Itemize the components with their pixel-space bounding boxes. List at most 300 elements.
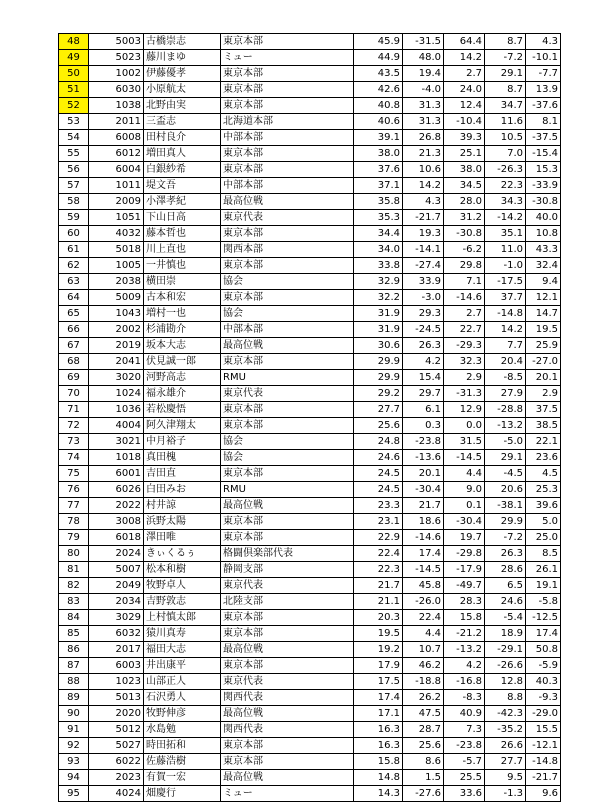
- score-cell-4: 19.5: [526, 322, 561, 338]
- score-cell-4: 19.1: [526, 578, 561, 594]
- rank-cell: 59: [59, 210, 89, 226]
- score-cell-2: -5.7: [444, 754, 485, 770]
- team-cell: 東京代表: [221, 386, 354, 402]
- team-cell: 最高位戦: [221, 706, 354, 722]
- team-cell: RMU: [221, 370, 354, 386]
- table-row: [59, 178, 561, 194]
- total-score-cell: 32.9: [354, 274, 403, 290]
- score-cell-1: 29.7: [403, 386, 444, 402]
- team-cell: 東京本部: [221, 258, 354, 274]
- score-cell-4: -12.5: [526, 610, 561, 626]
- team-cell: 東京本部: [221, 162, 354, 178]
- player-name-cell: 白田みお: [144, 482, 221, 498]
- score-cell-2: 4.2: [444, 658, 485, 674]
- score-cell-4: 25.9: [526, 338, 561, 354]
- total-score-cell: 17.4: [354, 690, 403, 706]
- table-row: [59, 386, 561, 402]
- player-name-cell: 水島勉: [144, 722, 221, 738]
- total-score-cell: 15.8: [354, 754, 403, 770]
- score-cell-4: 20.1: [526, 370, 561, 386]
- score-cell-2: 22.7: [444, 322, 485, 338]
- player-id-cell: 3008: [89, 514, 144, 530]
- score-cell-1: -24.5: [403, 322, 444, 338]
- rank-cell: 70: [59, 386, 89, 402]
- table-row: [59, 66, 561, 82]
- score-cell-3: 8.8: [485, 690, 526, 706]
- score-cell-4: 12.1: [526, 290, 561, 306]
- total-score-cell: 22.3: [354, 562, 403, 578]
- player-id-cell: 1005: [89, 258, 144, 274]
- player-id-cell: 4004: [89, 418, 144, 434]
- score-cell-2: 14.2: [444, 50, 485, 66]
- table-row: [59, 210, 561, 226]
- total-score-cell: 45.9: [354, 34, 403, 50]
- total-score-cell: 29.9: [354, 370, 403, 386]
- player-name-cell: 吉野敦志: [144, 594, 221, 610]
- team-cell: 最高位戦: [221, 642, 354, 658]
- player-id-cell: 4024: [89, 786, 144, 802]
- score-cell-4: 40.0: [526, 210, 561, 226]
- score-cell-4: 9.6: [526, 786, 561, 802]
- team-cell: 東京代表: [221, 210, 354, 226]
- score-cell-1: 8.6: [403, 754, 444, 770]
- score-cell-2: -14.6: [444, 290, 485, 306]
- score-cell-3: 27.9: [485, 386, 526, 402]
- score-cell-1: 10.6: [403, 162, 444, 178]
- score-cell-4: 9.4: [526, 274, 561, 290]
- score-cell-2: 64.4: [444, 34, 485, 50]
- player-name-cell: 村井諒: [144, 498, 221, 514]
- table-row: [59, 338, 561, 354]
- rank-cell: 61: [59, 242, 89, 258]
- team-cell: 東京本部: [221, 98, 354, 114]
- score-cell-3: 29.9: [485, 514, 526, 530]
- total-score-cell: 32.2: [354, 290, 403, 306]
- score-cell-3: 37.7: [485, 290, 526, 306]
- score-cell-2: -49.7: [444, 578, 485, 594]
- score-cell-2: 31.2: [444, 210, 485, 226]
- total-score-cell: 44.9: [354, 50, 403, 66]
- score-cell-2: 12.4: [444, 98, 485, 114]
- score-cell-2: -17.9: [444, 562, 485, 578]
- player-name-cell: 吉田直: [144, 466, 221, 482]
- rank-cell: 84: [59, 610, 89, 626]
- team-cell: 北陸支部: [221, 594, 354, 610]
- score-cell-4: 8.5: [526, 546, 561, 562]
- score-cell-1: 15.4: [403, 370, 444, 386]
- score-cell-1: 48.0: [403, 50, 444, 66]
- score-cell-2: 0.0: [444, 418, 485, 434]
- player-id-cell: 2038: [89, 274, 144, 290]
- team-cell: RMU: [221, 482, 354, 498]
- table-row: [59, 754, 561, 770]
- total-score-cell: 20.3: [354, 610, 403, 626]
- score-cell-3: 20.4: [485, 354, 526, 370]
- player-id-cell: 5012: [89, 722, 144, 738]
- total-score-cell: 38.0: [354, 146, 403, 162]
- rank-cell: 72: [59, 418, 89, 434]
- table-row: [59, 562, 561, 578]
- score-cell-4: -21.7: [526, 770, 561, 786]
- total-score-cell: 25.6: [354, 418, 403, 434]
- team-cell: 中部本部: [221, 322, 354, 338]
- score-cell-1: 18.6: [403, 514, 444, 530]
- player-id-cell: 6026: [89, 482, 144, 498]
- rank-cell: 88: [59, 674, 89, 690]
- table-row: [59, 674, 561, 690]
- table-row: [59, 626, 561, 642]
- score-cell-3: 34.3: [485, 194, 526, 210]
- score-cell-2: -16.8: [444, 674, 485, 690]
- score-cell-2: -30.8: [444, 226, 485, 242]
- player-name-cell: 中月裕子: [144, 434, 221, 450]
- table-row: [59, 82, 561, 98]
- table-row: [59, 594, 561, 610]
- rank-cell: 50: [59, 66, 89, 82]
- total-score-cell: 31.9: [354, 306, 403, 322]
- score-cell-2: -8.3: [444, 690, 485, 706]
- player-id-cell: 5007: [89, 562, 144, 578]
- table-row: [59, 786, 561, 802]
- table-row: [59, 226, 561, 242]
- rank-cell: 90: [59, 706, 89, 722]
- score-cell-1: 46.2: [403, 658, 444, 674]
- table-row: [59, 306, 561, 322]
- total-score-cell: 16.3: [354, 722, 403, 738]
- rank-cell: 92: [59, 738, 89, 754]
- rank-cell: 58: [59, 194, 89, 210]
- rank-cell: 52: [59, 98, 89, 114]
- score-cell-1: 26.2: [403, 690, 444, 706]
- score-cell-4: 26.1: [526, 562, 561, 578]
- rank-cell: 82: [59, 578, 89, 594]
- player-name-cell: 浜野太陽: [144, 514, 221, 530]
- rank-cell: 67: [59, 338, 89, 354]
- player-id-cell: 1038: [89, 98, 144, 114]
- score-cell-3: 11.0: [485, 242, 526, 258]
- score-cell-2: 32.3: [444, 354, 485, 370]
- standings-table: [58, 33, 561, 802]
- total-score-cell: 31.9: [354, 322, 403, 338]
- score-cell-4: -12.1: [526, 738, 561, 754]
- player-name-cell: 河野高志: [144, 370, 221, 386]
- total-score-cell: 33.8: [354, 258, 403, 274]
- table-row: [59, 50, 561, 66]
- rank-cell: 80: [59, 546, 89, 562]
- score-cell-1: 31.3: [403, 114, 444, 130]
- total-score-cell: 39.1: [354, 130, 403, 146]
- team-cell: 協会: [221, 450, 354, 466]
- team-cell: 東京本部: [221, 66, 354, 82]
- score-cell-1: 4.3: [403, 194, 444, 210]
- score-cell-2: 34.5: [444, 178, 485, 194]
- score-cell-4: 4.5: [526, 466, 561, 482]
- player-id-cell: 2009: [89, 194, 144, 210]
- player-id-cell: 5009: [89, 290, 144, 306]
- score-cell-1: 29.3: [403, 306, 444, 322]
- team-cell: 格闘倶楽部代表: [221, 546, 354, 562]
- rank-cell: 87: [59, 658, 89, 674]
- total-score-cell: 21.7: [354, 578, 403, 594]
- rank-cell: 86: [59, 642, 89, 658]
- table-row: [59, 98, 561, 114]
- rank-cell: 56: [59, 162, 89, 178]
- table-row: [59, 450, 561, 466]
- rank-cell: 48: [59, 34, 89, 50]
- rank-cell: 49: [59, 50, 89, 66]
- score-cell-4: 37.5: [526, 402, 561, 418]
- score-cell-3: -1.3: [485, 786, 526, 802]
- team-cell: 関西本部: [221, 242, 354, 258]
- table-row: [59, 322, 561, 338]
- total-score-cell: 42.6: [354, 82, 403, 98]
- score-cell-2: -23.8: [444, 738, 485, 754]
- player-id-cell: 1023: [89, 674, 144, 690]
- player-id-cell: 2011: [89, 114, 144, 130]
- player-id-cell: 6018: [89, 530, 144, 546]
- score-cell-4: -15.4: [526, 146, 561, 162]
- table-row: [59, 498, 561, 514]
- player-id-cell: 1036: [89, 402, 144, 418]
- player-name-cell: 古橋崇志: [144, 34, 221, 50]
- score-cell-4: 15.5: [526, 722, 561, 738]
- score-cell-2: 31.5: [444, 434, 485, 450]
- score-cell-3: 26.6: [485, 738, 526, 754]
- score-cell-2: -30.4: [444, 514, 485, 530]
- score-cell-2: 28.0: [444, 194, 485, 210]
- team-cell: 東京代表: [221, 578, 354, 594]
- score-cell-1: 21.3: [403, 146, 444, 162]
- player-id-cell: 2022: [89, 498, 144, 514]
- score-cell-4: -7.7: [526, 66, 561, 82]
- table-row: [59, 466, 561, 482]
- player-id-cell: 2020: [89, 706, 144, 722]
- score-cell-3: -26.6: [485, 658, 526, 674]
- score-cell-4: 43.3: [526, 242, 561, 258]
- player-id-cell: 1051: [89, 210, 144, 226]
- player-name-cell: きぃくるぅ: [144, 546, 221, 562]
- score-cell-4: -10.1: [526, 50, 561, 66]
- player-name-cell: 藤本哲也: [144, 226, 221, 242]
- rank-cell: 95: [59, 786, 89, 802]
- table-row: [59, 690, 561, 706]
- score-cell-2: 4.4: [444, 466, 485, 482]
- score-cell-4: 25.0: [526, 530, 561, 546]
- rank-cell: 54: [59, 130, 89, 146]
- player-id-cell: 2002: [89, 322, 144, 338]
- score-cell-4: 5.0: [526, 514, 561, 530]
- table-row: [59, 642, 561, 658]
- total-score-cell: 23.3: [354, 498, 403, 514]
- score-cell-1: 45.8: [403, 578, 444, 594]
- rank-cell: 55: [59, 146, 89, 162]
- total-score-cell: 24.5: [354, 482, 403, 498]
- total-score-cell: 17.5: [354, 674, 403, 690]
- score-cell-4: 2.9: [526, 386, 561, 402]
- total-score-cell: 16.3: [354, 738, 403, 754]
- rank-cell: 66: [59, 322, 89, 338]
- score-cell-4: -9.3: [526, 690, 561, 706]
- rank-cell: 53: [59, 114, 89, 130]
- team-cell: 東京代表: [221, 674, 354, 690]
- score-cell-4: -27.0: [526, 354, 561, 370]
- table-row: [59, 34, 561, 50]
- player-name-cell: 小澤孝紀: [144, 194, 221, 210]
- score-cell-1: 6.1: [403, 402, 444, 418]
- total-score-cell: 29.9: [354, 354, 403, 370]
- score-cell-4: -37.5: [526, 130, 561, 146]
- total-score-cell: 29.2: [354, 386, 403, 402]
- player-name-cell: 牧野伸彦: [144, 706, 221, 722]
- team-cell: 東京本部: [221, 226, 354, 242]
- score-cell-2: 19.7: [444, 530, 485, 546]
- player-name-cell: 杉浦勘介: [144, 322, 221, 338]
- team-cell: 関西代表: [221, 690, 354, 706]
- player-id-cell: 2019: [89, 338, 144, 354]
- team-cell: 協会: [221, 306, 354, 322]
- total-score-cell: 35.8: [354, 194, 403, 210]
- score-cell-4: 17.4: [526, 626, 561, 642]
- score-cell-1: -14.1: [403, 242, 444, 258]
- rank-cell: 65: [59, 306, 89, 322]
- team-cell: 東京本部: [221, 514, 354, 530]
- table-row: [59, 770, 561, 786]
- table-row: [59, 402, 561, 418]
- table-row: [59, 546, 561, 562]
- score-cell-1: -3.0: [403, 290, 444, 306]
- player-name-cell: 時田拓和: [144, 738, 221, 754]
- player-name-cell: 松本和樹: [144, 562, 221, 578]
- score-cell-2: 12.9: [444, 402, 485, 418]
- rank-cell: 62: [59, 258, 89, 274]
- total-score-cell: 37.6: [354, 162, 403, 178]
- player-id-cell: 1024: [89, 386, 144, 402]
- player-name-cell: 田村良介: [144, 130, 221, 146]
- score-cell-2: 2.7: [444, 66, 485, 82]
- score-cell-1: 19.3: [403, 226, 444, 242]
- score-cell-3: -14.8: [485, 306, 526, 322]
- rank-cell: 73: [59, 434, 89, 450]
- total-score-cell: 37.1: [354, 178, 403, 194]
- rank-cell: 93: [59, 754, 89, 770]
- player-name-cell: 伏見誠一郎: [144, 354, 221, 370]
- score-cell-2: 25.1: [444, 146, 485, 162]
- team-cell: 東京本部: [221, 738, 354, 754]
- table-row: [59, 530, 561, 546]
- score-cell-3: -1.0: [485, 258, 526, 274]
- score-cell-4: -14.8: [526, 754, 561, 770]
- team-cell: 東京本部: [221, 466, 354, 482]
- rank-cell: 83: [59, 594, 89, 610]
- score-cell-1: 14.2: [403, 178, 444, 194]
- rank-cell: 85: [59, 626, 89, 642]
- score-cell-3: 8.7: [485, 82, 526, 98]
- score-cell-3: 26.3: [485, 546, 526, 562]
- score-cell-2: 9.0: [444, 482, 485, 498]
- rank-cell: 94: [59, 770, 89, 786]
- score-cell-2: -29.3: [444, 338, 485, 354]
- score-cell-2: -10.4: [444, 114, 485, 130]
- score-cell-2: 2.9: [444, 370, 485, 386]
- player-name-cell: 堤文吾: [144, 178, 221, 194]
- team-cell: 最高位戦: [221, 194, 354, 210]
- score-cell-3: 11.6: [485, 114, 526, 130]
- table-row: [59, 114, 561, 130]
- player-name-cell: 小原航太: [144, 82, 221, 98]
- player-name-cell: 伊藤優孝: [144, 66, 221, 82]
- score-cell-1: 17.4: [403, 546, 444, 562]
- rank-cell: 60: [59, 226, 89, 242]
- score-cell-3: -5.0: [485, 434, 526, 450]
- score-cell-2: -6.2: [444, 242, 485, 258]
- rank-cell: 81: [59, 562, 89, 578]
- score-cell-3: 24.6: [485, 594, 526, 610]
- total-score-cell: 43.5: [354, 66, 403, 82]
- score-cell-1: 28.7: [403, 722, 444, 738]
- player-name-cell: 真田槐: [144, 450, 221, 466]
- team-cell: 東京本部: [221, 146, 354, 162]
- score-cell-3: -5.4: [485, 610, 526, 626]
- score-cell-2: 29.8: [444, 258, 485, 274]
- table-row: [59, 434, 561, 450]
- player-name-cell: 藤川まゆ: [144, 50, 221, 66]
- score-cell-3: 27.7: [485, 754, 526, 770]
- player-name-cell: 有賀一宏: [144, 770, 221, 786]
- rank-cell: 64: [59, 290, 89, 306]
- score-cell-4: -33.9: [526, 178, 561, 194]
- player-name-cell: 阿久津翔太: [144, 418, 221, 434]
- table-row: [59, 482, 561, 498]
- total-score-cell: 17.9: [354, 658, 403, 674]
- score-cell-2: 7.3: [444, 722, 485, 738]
- total-score-cell: 40.8: [354, 98, 403, 114]
- score-cell-1: -27.4: [403, 258, 444, 274]
- rank-cell: 79: [59, 530, 89, 546]
- player-id-cell: 6008: [89, 130, 144, 146]
- score-cell-3: 35.1: [485, 226, 526, 242]
- score-cell-3: -4.5: [485, 466, 526, 482]
- total-score-cell: 19.5: [354, 626, 403, 642]
- team-cell: ミュー: [221, 50, 354, 66]
- score-cell-3: 29.1: [485, 450, 526, 466]
- player-id-cell: 6003: [89, 658, 144, 674]
- score-cell-3: -17.5: [485, 274, 526, 290]
- player-id-cell: 6012: [89, 146, 144, 162]
- player-id-cell: 2034: [89, 594, 144, 610]
- score-cell-4: 50.8: [526, 642, 561, 658]
- score-cell-4: -30.8: [526, 194, 561, 210]
- player-id-cell: 3021: [89, 434, 144, 450]
- score-cell-1: -4.0: [403, 82, 444, 98]
- score-cell-3: -38.1: [485, 498, 526, 514]
- score-cell-3: 12.8: [485, 674, 526, 690]
- score-cell-3: 20.6: [485, 482, 526, 498]
- team-cell: 東京本部: [221, 34, 354, 50]
- team-cell: 東京本部: [221, 530, 354, 546]
- score-cell-1: 22.4: [403, 610, 444, 626]
- table-row: [59, 242, 561, 258]
- score-cell-4: 32.4: [526, 258, 561, 274]
- score-cell-2: 38.0: [444, 162, 485, 178]
- table-row: [59, 738, 561, 754]
- team-cell: 中部本部: [221, 178, 354, 194]
- team-cell: 北海道本部: [221, 114, 354, 130]
- score-cell-1: -13.6: [403, 450, 444, 466]
- score-cell-1: 25.6: [403, 738, 444, 754]
- player-id-cell: 3029: [89, 610, 144, 626]
- rank-cell: 75: [59, 466, 89, 482]
- player-name-cell: 一井慎也: [144, 258, 221, 274]
